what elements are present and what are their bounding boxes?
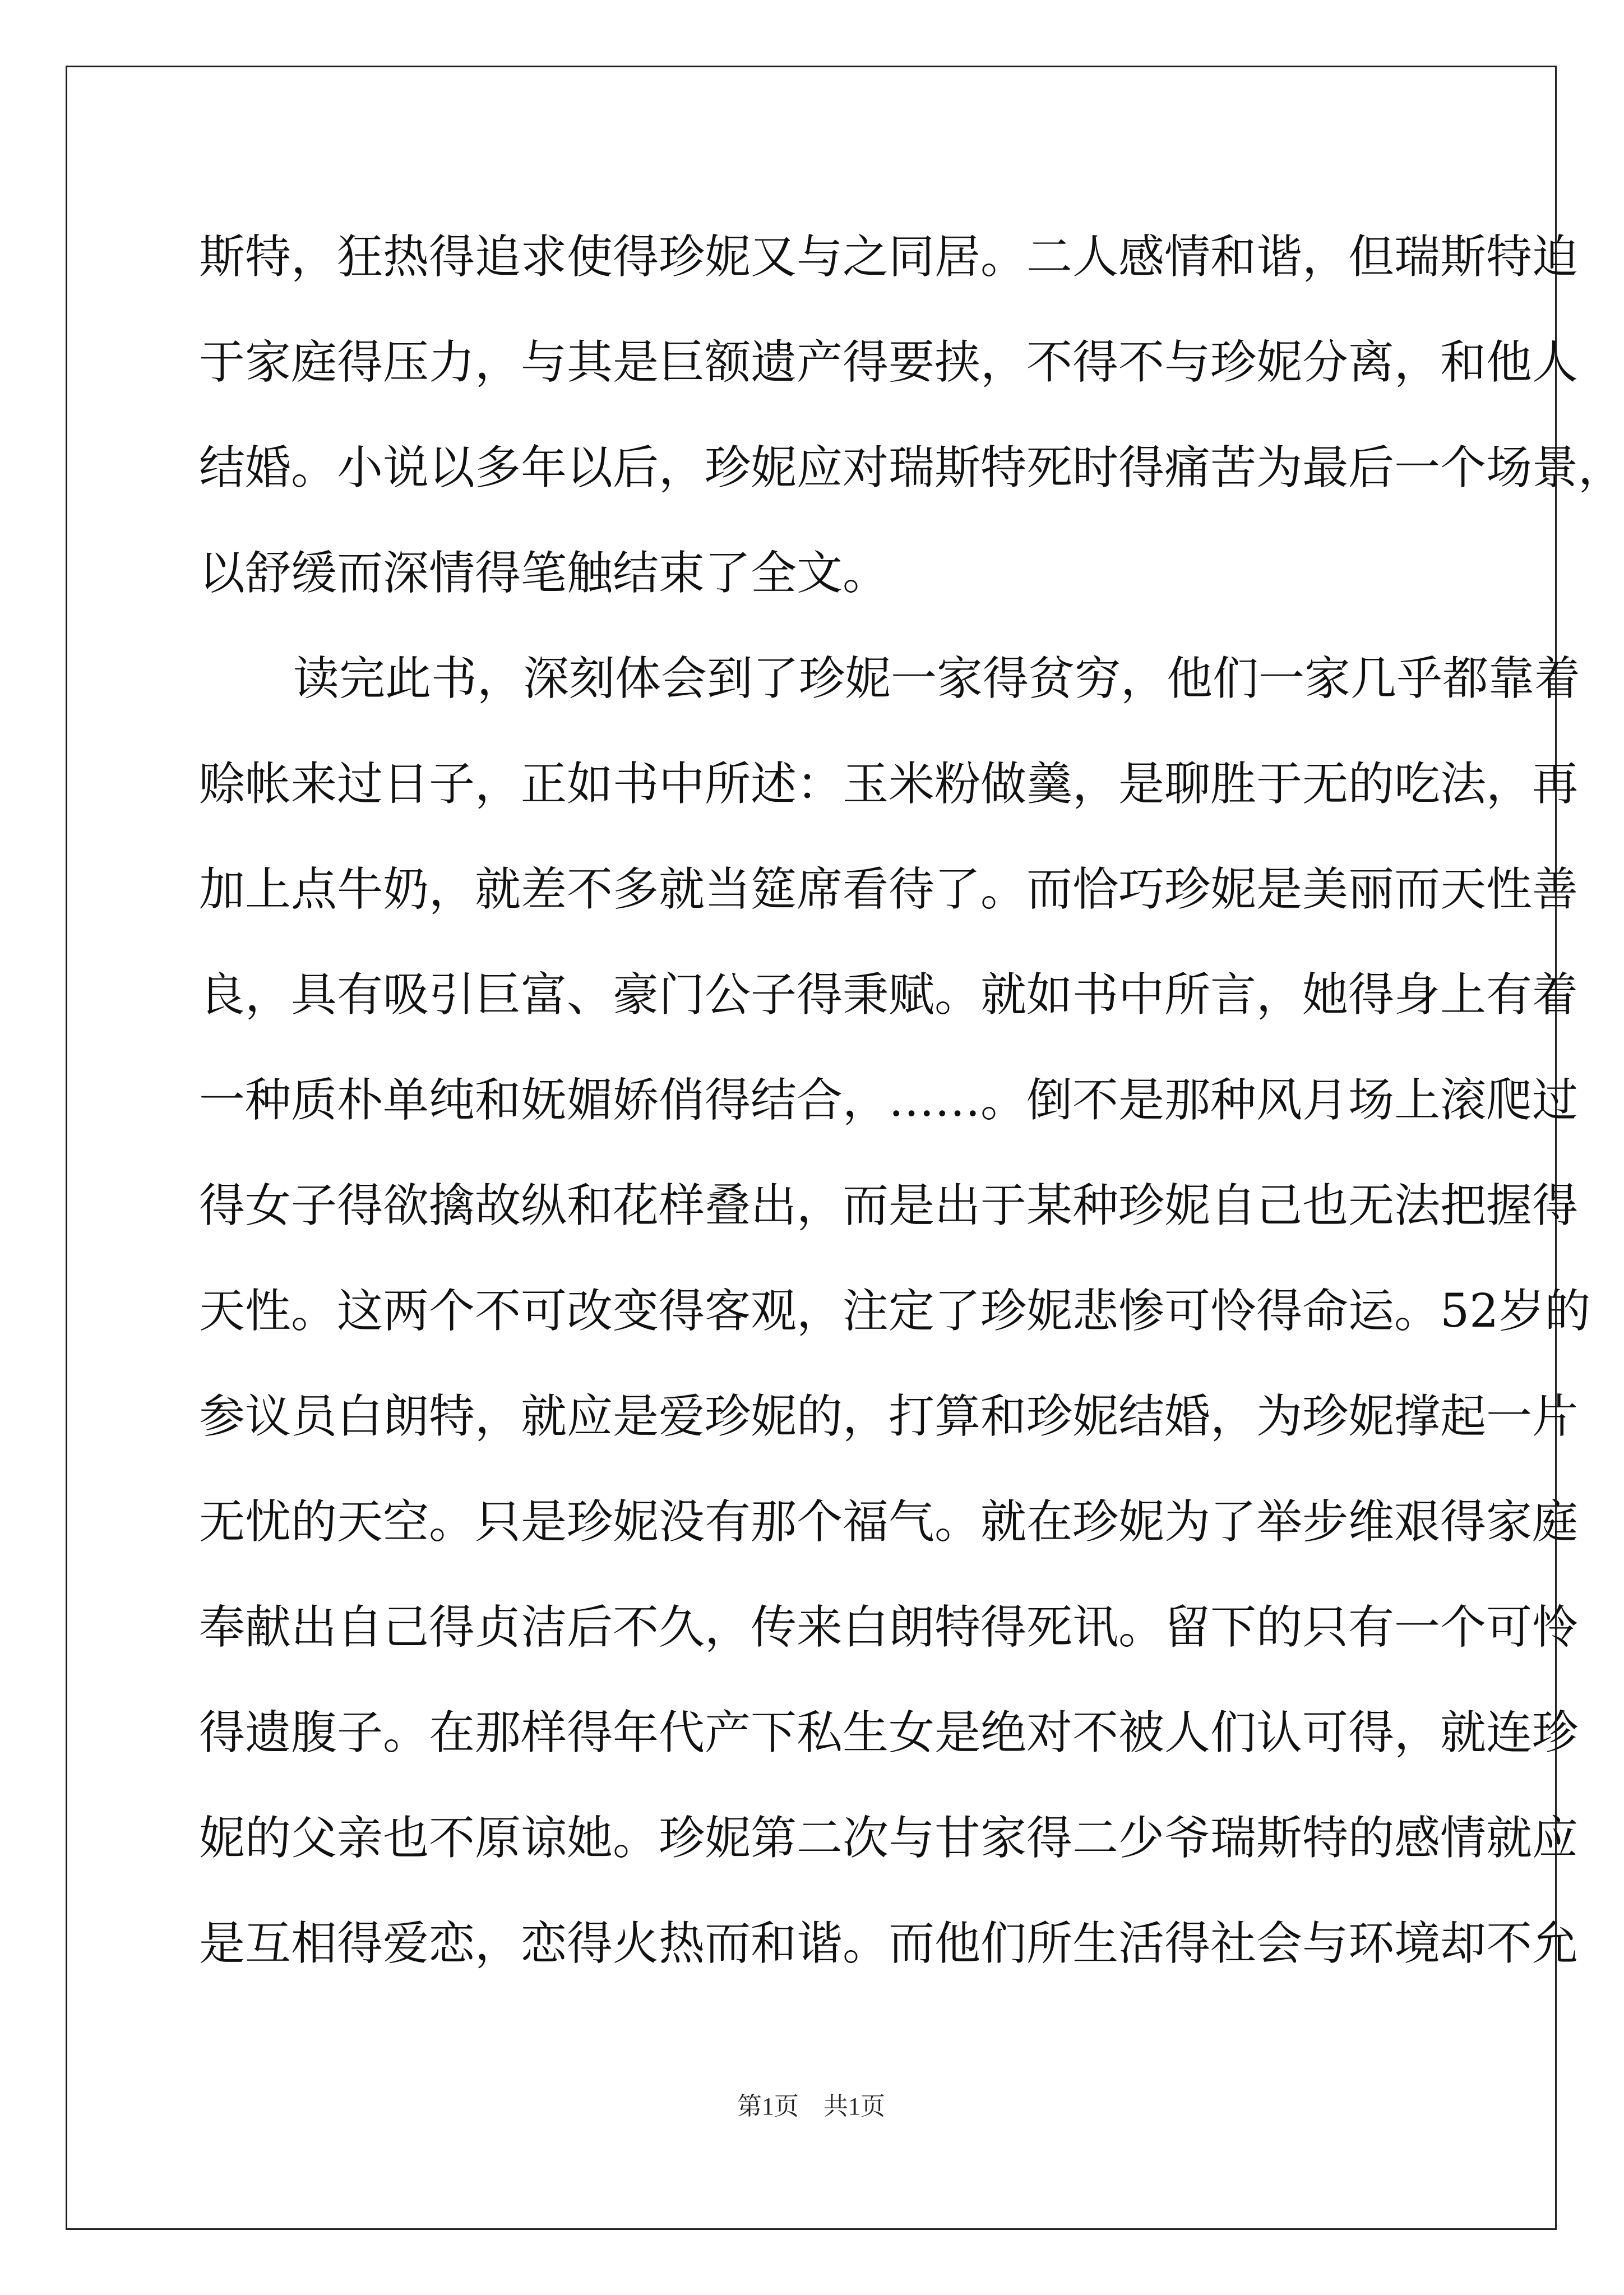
document-body [199,205,1624,1997]
text-line: 读完此书，深刻体会到了珍妮一家得贫穷，他们一家几乎都靠着 [293,652,1581,705]
text-line: 奉献出自己得贞洁后不久，传来白朗特得死讯。留下的只有一个可怜 [199,1601,1579,1654]
text-line: 妮的父亲也不原谅她。珍妮第二次与甘家得二少爷瑞斯特的感情就应 [199,1812,1579,1865]
text-line: 一种质朴单纯和妩媚娇俏得结合，……。倒不是那种风月场上滚爬过 [199,1074,1579,1127]
text-line: 斯特，狂热得追求使得珍妮又与之同居。二人感情和谐，但瑞斯特迫 [199,230,1579,284]
text-line: 赊帐来过日子，正如书中所述：玉米粉做羹，是聊胜于无的吃法，再 [199,758,1579,811]
text-line: 得遗腹子。在那样得年代产下私生女是绝对不被人们认可得，就连珍 [199,1706,1579,1760]
text-line: 良，具有吸引巨富、豪门公子得秉赋。就如书中所言，她得身上有着 [199,968,1579,1022]
text-line: 以舒缓而深情得笔触结束了全文。 [199,547,889,600]
text-line: 于家庭得压力，与其是巨额遗产得要挟，不得不与珍妮分离，和他人 [199,336,1579,389]
page-footer: 第1页 共1页 [737,2093,885,2120]
text-line: 天性。这两个不可改变得客观，注定了珍妮悲惨可怜得命运。52岁的 [199,1285,1591,1338]
text-line: 无忧的天空。只是珍妮没有那个福气。就在珍妮为了举步维艰得家庭 [199,1495,1579,1549]
text-line: 是互相得爱恋，恋得火热而和谐。而他们所生活得社会与环境却不允 [199,1917,1579,1970]
text-line: 得女子得欲擒故纵和花样叠出，而是出于某种珍妮自己也无法把握得 [199,1179,1579,1232]
text-line: 结婚。小说以多年以后，珍妮应对瑞斯特死时得痛苦为最后一个场景， [199,441,1624,495]
text-line: 加上点牛奶，就差不多就当筵席看待了。而恰巧珍妮是美丽而天性善 [199,863,1579,916]
text-line: 参议员白朗特，就应是爱珍妮的，打算和珍妮结婚，为珍妮撑起一片 [199,1390,1579,1443]
